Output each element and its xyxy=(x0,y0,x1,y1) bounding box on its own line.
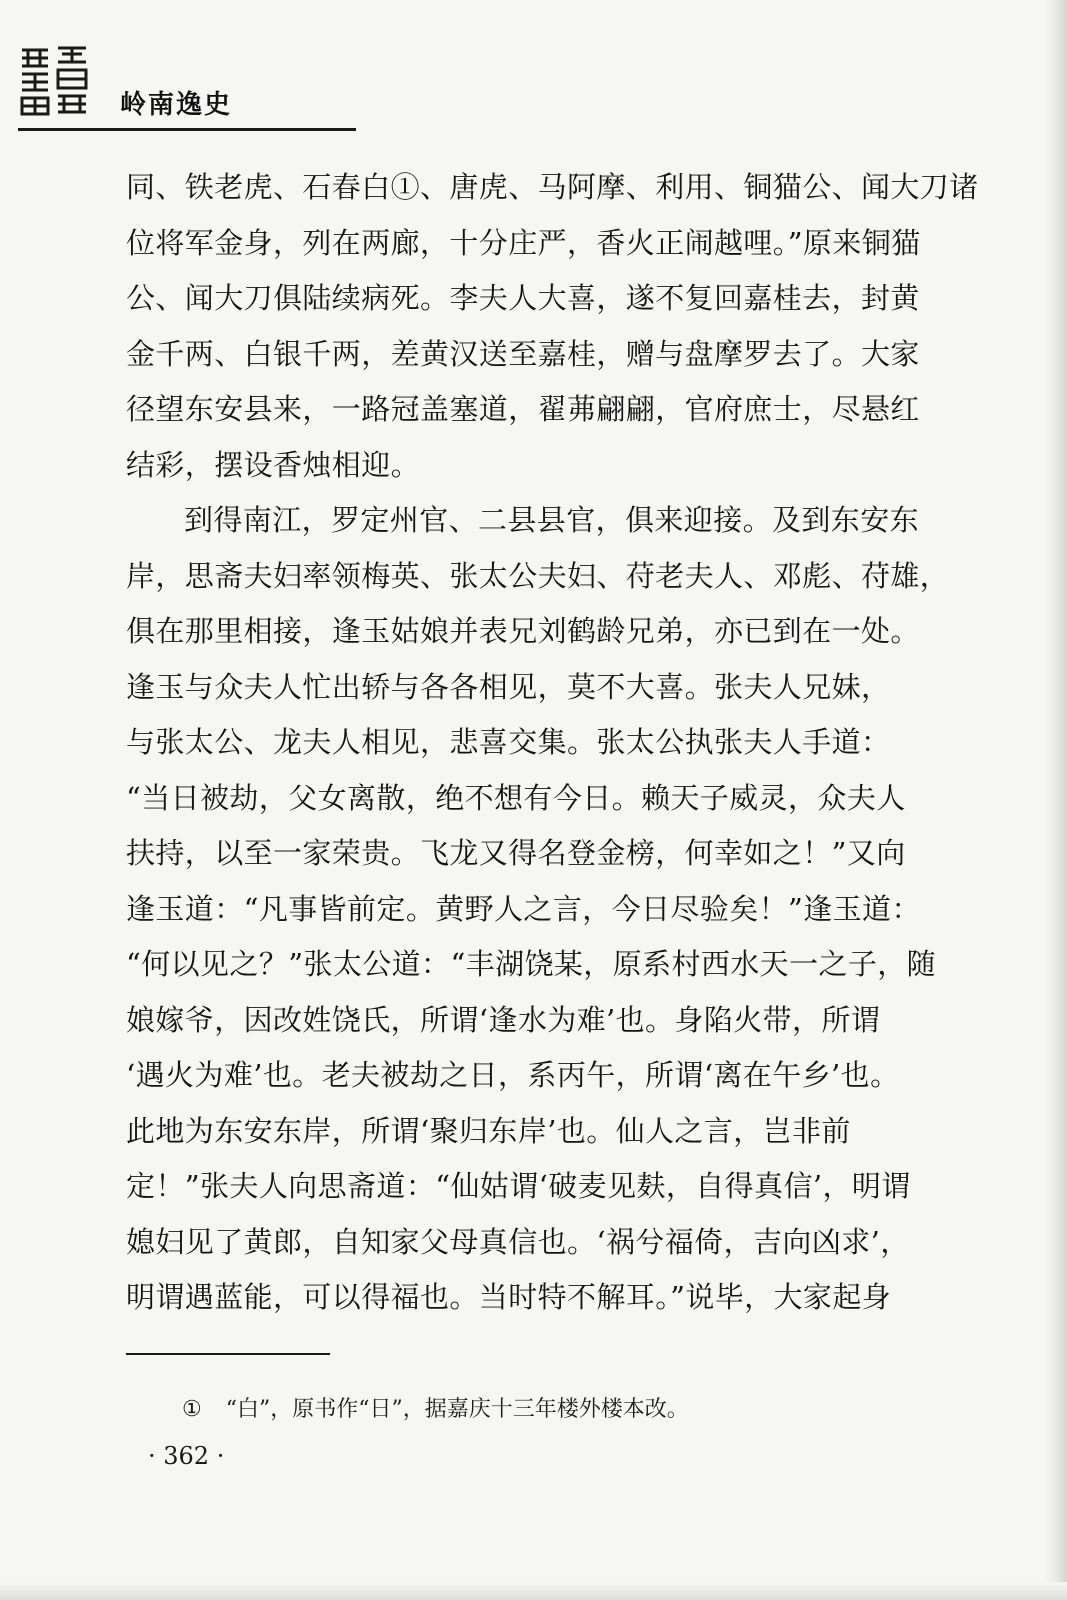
footnote-text: “白”，原书作“日”，据嘉庆十三年楼外楼本改。 xyxy=(225,1397,689,1422)
running-header-title: 岭南逸史 xyxy=(120,90,233,120)
page-edge-shadow xyxy=(1045,0,1067,1600)
text-line-5: 径望东安县来，一路冠盖塞道，翟茀翩翩，官府庶士，尽悬红 xyxy=(126,392,920,426)
text-line-12: “当日被劫，父女离散，绝不想有今日。赖天子威灵，众夫人 xyxy=(126,780,906,815)
text-line-18: 此地为东安东岸，所谓‘聚归东岸’也。仙人之言，岂非前 xyxy=(126,1113,851,1148)
page-number: · 362 · xyxy=(148,1442,225,1470)
page-bottom-shadow xyxy=(0,1582,1067,1600)
body-text xyxy=(126,160,979,1326)
text-line-13: 扶持，以至一家荣贵。飞龙又得名登金榜，何幸如之！”又向 xyxy=(126,836,906,870)
text-line-4: 金千两、白银千两，差黄汉送至嘉桂，赠与盘摩罗去了。大家 xyxy=(126,336,920,371)
text-line-7: 到得南江，罗定州官、二县县官，俱来迎接。及到东安东 xyxy=(184,503,920,537)
text-line-17: ‘遇火为难’也。老夫被劫之日，系丙午，所谓‘离在午乡’也。 xyxy=(126,1058,900,1092)
text-line-19: 定！”张夫人向思斋道：“仙姑谓‘破麦见麸，自得真信’，明谓 xyxy=(126,1169,911,1203)
text-line-14: 逢玉道：“凡事皆前定。黄野人之言，今日尽验矣！”逢玉道： xyxy=(126,891,921,926)
footnote-mark: ① xyxy=(182,1397,202,1422)
text-line-2: 位将军金身，列在两廊，十分庄严，香火正闹越哩。”原来铜猫 xyxy=(126,225,921,260)
text-line-9: 俱在那里相接，逢玉姑娘并表兄刘鹤龄兄弟，亦已到在一处。 xyxy=(126,614,920,648)
text-line-15: “何以见之？”张太公道：“丰湖饶某，原系村西水天一之子，随 xyxy=(126,947,937,981)
text-line-8: 岸，思斋夫妇率领梅英、张太公夫妇、苻老夫人、邓彪、苻雄， xyxy=(126,558,950,593)
text-line-21: 明谓遇蓝能，可以得福也。当时特不解耳。”说毕，大家起身 xyxy=(126,1280,892,1314)
text-line-1: 同、铁老虎、石春白①、唐虎、马阿摩、利用、铜猫公、闻大刀诸 xyxy=(126,170,979,204)
footnote-rule xyxy=(126,1353,330,1355)
text-line-16: 娘嫁爷，因改姓饶氏，所谓‘逢水为难’也。身陷火带，所谓 xyxy=(126,1002,881,1037)
text-line-20: 媳妇见了黄郎，自知家父母真信也。‘祸兮福倚，吉向凶求’， xyxy=(126,1224,910,1259)
text-line-10: 逢玉与众夫人忙出轿与各各相见，莫不大喜。张夫人兄妹， xyxy=(126,669,891,704)
header-rule xyxy=(18,128,356,131)
text-line-3: 公、闻大刀俱陆续病死。李夫人大喜，遂不复回嘉桂去，封黄 xyxy=(126,281,920,315)
text-line-6: 结彩，摆设香烛相迎。 xyxy=(126,447,421,482)
seal-logo xyxy=(18,44,90,120)
footnote xyxy=(182,1392,689,1423)
text-line-11: 与张太公、龙夫人相见，悲喜交集。张太公执张夫人手道： xyxy=(126,725,891,759)
